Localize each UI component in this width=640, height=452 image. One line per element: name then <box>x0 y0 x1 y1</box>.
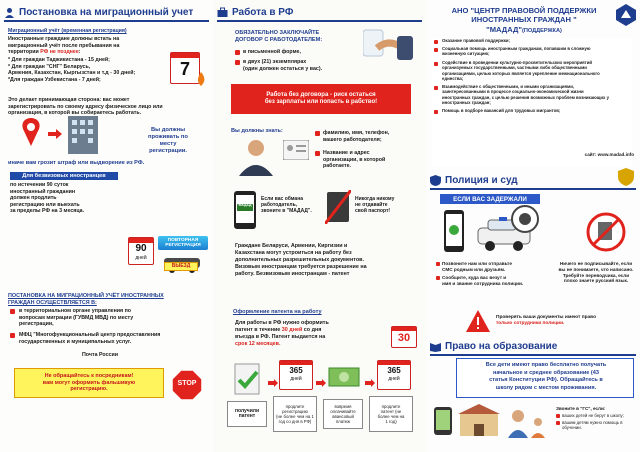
visafree-text: по истечении 90 суток иностранный гражданин должен продлить регистрацию или выехать за пределы РФ на 3 месяца. <box>10 182 85 215</box>
arrow-right-icon <box>316 374 326 382</box>
you-must-know: Вы должны знать: <box>231 128 283 134</box>
host-party-text: Это делает принимающая сторона: вас может зарегистрировать по своему адресу физическое лицо или организация, в которой вы собираетесь работать. <box>8 97 163 117</box>
shield-icon <box>430 175 441 186</box>
repeat-registration-badge: ПОВТОРНАЯ РЕГИСТРАЦИЯ <box>158 236 208 250</box>
section-header-police <box>430 172 636 190</box>
call-gs-school: ваших детей не берут в школу; <box>562 413 624 418</box>
police-emblem-icon <box>618 168 634 186</box>
registration-places-title: ПОСТАНОВКА НА МИГРАЦИОННЫЙ УЧЁТ ИНОСТРАННЫХ ГРАЖДАН ОСУЩЕСТВЛЯЕТСЯ В: <box>8 293 164 306</box>
step-pay-advance: вовремя оплачивайте авансовый платеж <box>323 399 363 429</box>
visafree-title: Для безвизовых иностранцев <box>10 172 118 180</box>
know-name-phone: фамилию, имя, телефон, вашего работодателя; <box>323 130 390 143</box>
service-item: Оказание правовой поддержки; <box>442 38 510 43</box>
keep-passport: Никогда никому не отдавайте свой паспорт! <box>355 196 395 215</box>
section-header-education <box>430 338 636 356</box>
id-card-icon <box>283 140 309 160</box>
no-intermediaries-warning: Не обращайтесь к посредникам! вам могут оформить фальшивую регистрацию. <box>14 368 164 398</box>
services-list <box>432 38 632 166</box>
checkbox-icon <box>10 309 15 314</box>
camera-icon <box>510 204 540 234</box>
checkbox-icon <box>436 276 440 280</box>
subheading-temp-registration: Миграционный учёт (временная регистрация) <box>8 28 127 34</box>
checkbox-icon <box>556 414 560 418</box>
know-org-address: Название и адрес организации, в которой работаете. <box>323 150 386 170</box>
employer-icon <box>235 136 277 176</box>
passport-forbidden-icon <box>325 190 351 224</box>
checkbox-icon <box>315 131 320 136</box>
dont-sign: Ничего не подписывайте, если вы не понимаете, что написано. Требуйте переводчика, если плохо знаете русский язык. <box>558 261 634 284</box>
madad-logo <box>616 4 636 26</box>
checkbox-icon <box>10 333 15 338</box>
calendar-30-days-icon: 30 <box>391 326 417 348</box>
checkbox-icon <box>436 262 440 266</box>
madad-header: АНО "ЦЕНТР ПРАВОВОЙ ПОДДЕРЖКИ ИНОСТРАННЫХ ГРАЖДАН " "МАДАД"(ПОДДЕРЖКА) <box>451 6 597 34</box>
phone-icon <box>233 190 257 230</box>
website-link[interactable]: сайт: www.madad.info <box>584 152 634 157</box>
section-title: Постановка на миграционный учет <box>19 6 194 18</box>
madad-phone-label: "МАДАД" <box>237 203 254 207</box>
contract-copies: в двух (21) экземплярах (один должен остаться у вас). <box>243 59 323 72</box>
map-pin-icon <box>20 118 42 146</box>
book-icon <box>430 341 441 352</box>
call-gs-help: вашим детям нужно помощь в обучении. <box>562 420 623 431</box>
patent-document-icon <box>229 362 265 396</box>
arrow-right-icon <box>365 374 375 382</box>
checkbox-icon <box>315 151 320 156</box>
step-extend-registration: продлите регистрацию (не более чем на 1 год со дня в РФ) <box>273 396 317 432</box>
contract-heading: ОБЯЗАТЕЛЬНО ЗАКЛЮЧАЙТЕ ДОГОВОР С РАБОТОДАТЕЛЕМ: <box>235 30 323 43</box>
briefcase-icon <box>217 7 228 18</box>
fine-warning: иначе вам грозит штраф или выдворение из РФ. <box>8 160 145 166</box>
handshake-icon <box>363 26 415 66</box>
section-header-work <box>217 4 422 22</box>
deadlines-list: * Для граждан Таджикистана - 15 дней; * Для граждан "СНГ" Беларусь, Армения, Казахстан, Кыргызстан и т.д - 30 дней; *Для граждан Узбекистана - 7 дней; <box>8 57 136 83</box>
section-title: Полиция и суд <box>445 174 518 186</box>
calendar-7-days-icon: 7 <box>170 52 200 84</box>
education-text: Все дети имеют право бесплатно получать начальное и среднее образование (43 статья Конституции РФ). Обращайтесь в школу рядом с местом проживания. <box>485 362 607 391</box>
checkbox-icon <box>235 60 240 65</box>
document-check-text: Проверять ваши документы имеют право только сотрудники полиции. <box>496 315 596 326</box>
arrow-right-icon <box>48 126 62 136</box>
arrow-right-icon <box>268 374 278 382</box>
intro-text: Иностранные граждане должны встать на миграционный учёт после пребывания на территории РФ не позднее: <box>8 36 120 56</box>
education-box <box>456 358 634 398</box>
section-title: Право на образование <box>445 340 558 352</box>
step-got-patent: получили патент <box>227 401 267 427</box>
service-item: Социальная помощь иностранным гражданам, попавшим в сложную жизненную ситуацию; <box>442 46 591 57</box>
place-migration-office: в территориальном органе управления по вопросам миграции (ГУВМД МВД) по месту регистрации, <box>19 308 134 328</box>
stop-sign-label: STOP <box>177 380 197 387</box>
phone-call-icon <box>440 208 468 254</box>
warning-icon <box>466 310 490 332</box>
calendar-90-days-icon: 90 дней <box>128 237 154 265</box>
contract-written: в письменной форме, <box>243 49 301 55</box>
no-contract-warning: Работа без договора - риск остаться без зарплаты или попасть в рабство! <box>231 84 411 114</box>
place-mfc: МФЦ "Многофункциональный центр предоставления государственных и муниципальных услуг. <box>19 332 161 345</box>
mother-child-icon <box>504 408 552 438</box>
patent-text: Для работы в РФ нужно оформить патент в течение 30 дней со дня въезда в РФ. Патент выдается на срок 12 месяцев. <box>235 320 329 347</box>
must-live-text: Вы должны проживать по месту регистрации. <box>148 127 188 154</box>
user-icon <box>4 7 15 18</box>
no-signing-icon <box>586 212 626 252</box>
column-migration-registration <box>0 0 213 452</box>
call-gs-heading: Звоните в "ГС", если: <box>556 406 606 411</box>
detained-inform: Сообщите, куда вас везут и имя и звание сотрудника полиции. <box>442 275 524 286</box>
column-work <box>213 0 426 452</box>
patent-heading: Оформление патента на работу <box>233 309 322 315</box>
calendar-365-days-icon: 365 дней <box>279 360 313 390</box>
cheated-call-madad: Если вас обмана работодатель, звоните в "МАДАД". <box>261 196 312 215</box>
service-item: Взаимодействие с общественными, и иными организациями, заинтересованными в процессе социально-экономической жизни иностранных граждан, с целью решения возможных проблем возникающих у иностранных граждан; <box>442 84 609 105</box>
flame-icon <box>196 72 206 86</box>
school-phone-icon <box>432 406 454 436</box>
checkbox-icon <box>556 421 560 425</box>
service-item: Помощь в подборе вакансий для трудовых мигрантов; <box>442 108 561 113</box>
money-icon <box>327 362 363 392</box>
exit-badge: ВЫЕЗД <box>164 262 198 271</box>
place-post: Почта России <box>82 352 118 358</box>
column-madad <box>426 0 640 452</box>
checkbox-icon <box>235 50 240 55</box>
school-icon <box>456 404 502 438</box>
detained-call: Позвоните нам или отправьте СМС родным или друзьям. <box>442 261 512 272</box>
section-title: Работа в РФ <box>232 6 294 18</box>
citizens-text: Граждане Беларуси, Армении, Киргизии и Казахстана могут устроиться на работу без дополнительных разрешительных документов. Визовым иностранцам требуется разрешение на работу. Безвизовым иностранцам - патент <box>235 243 367 277</box>
if-detained-title: ЕСЛИ ВАС ЗАДЕРЖАЛИ <box>440 194 540 204</box>
step-extend-patent: продлите патент (не более чем на 1 год) <box>369 396 413 432</box>
building-icon <box>64 112 102 154</box>
section-header-migration <box>4 4 209 22</box>
service-item: Содействие в проведении культурно-просветительских мероприятий организуемых государственными, частными либо общественными организациями, целью которых является укрепление межнационального единства; <box>442 60 600 81</box>
calendar-365-days-icon: 365 дней <box>377 360 411 390</box>
